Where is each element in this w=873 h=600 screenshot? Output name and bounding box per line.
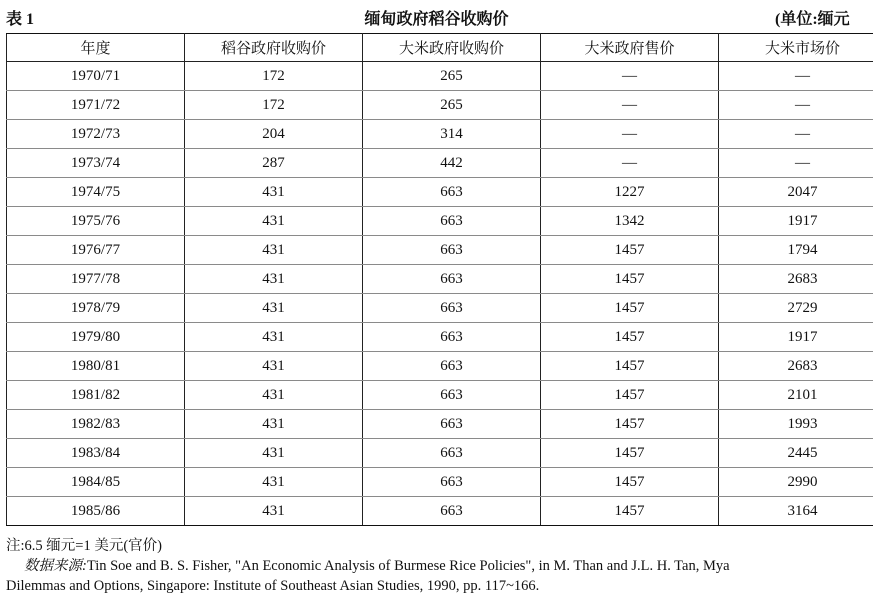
cell-rice-purchase-price: 265: [363, 91, 541, 120]
cell-rice-sale-price: —: [541, 149, 719, 178]
cell-rice-market-price: 1993: [719, 410, 873, 439]
cell-rice-purchase-price: 663: [363, 323, 541, 352]
cell-year: 1981/82: [7, 381, 185, 410]
cell-rice-market-price: 2683: [719, 352, 873, 381]
table-row: [7, 294, 873, 323]
cell-year: 1979/80: [7, 323, 185, 352]
column-header-year: 年度: [7, 34, 185, 62]
cell-year: 1973/74: [7, 149, 185, 178]
table-row: [7, 149, 873, 178]
cell-rice-sale-price: 1457: [541, 439, 719, 468]
cell-rice-market-price: 2729: [719, 294, 873, 323]
cell-rice-purchase-price: 314: [363, 120, 541, 149]
cell-year: 1980/81: [7, 352, 185, 381]
table-row: [7, 120, 873, 149]
source-citation-line-2: Dilemmas and Options, Singapore: Institute of Southeast Asian Studies, 1990, pp. 117~166.: [6, 578, 540, 594]
cell-rice-sale-price: —: [541, 62, 719, 91]
cell-rice-purchase-price: 663: [363, 265, 541, 294]
cell-rice-sale-price: 1227: [541, 178, 719, 207]
table-row: [7, 323, 873, 352]
cell-rice-sale-price: 1457: [541, 410, 719, 439]
cell-rice-purchase-price: 663: [363, 468, 541, 497]
cell-rice-sale-price: 1457: [541, 497, 719, 526]
cell-paddy-purchase-price: 431: [185, 178, 363, 207]
cell-rice-market-price: 2047: [719, 178, 873, 207]
cell-rice-purchase-price: 663: [363, 381, 541, 410]
cell-paddy-purchase-price: 431: [185, 410, 363, 439]
cell-paddy-purchase-price: 431: [185, 497, 363, 526]
cell-rice-purchase-price: 265: [363, 62, 541, 91]
cell-rice-purchase-price: 663: [363, 439, 541, 468]
cell-rice-market-price: —: [719, 91, 873, 120]
cell-rice-market-price: 1917: [719, 323, 873, 352]
cell-paddy-purchase-price: 431: [185, 265, 363, 294]
cell-paddy-purchase-price: 172: [185, 91, 363, 120]
cell-rice-sale-price: 1457: [541, 323, 719, 352]
cell-rice-purchase-price: 442: [363, 149, 541, 178]
cell-rice-market-price: 1917: [719, 207, 873, 236]
cell-rice-sale-price: 1457: [541, 294, 719, 323]
cell-year: 1985/86: [7, 497, 185, 526]
cell-year: 1974/75: [7, 178, 185, 207]
cell-rice-market-price: 2683: [719, 265, 873, 294]
table-header: [0, 6, 873, 28]
table-row: [7, 207, 873, 236]
table-row: [7, 91, 873, 120]
table-row: [7, 178, 873, 207]
exchange-rate-note: 注:6.5 缅元=1 美元(官价): [6, 538, 162, 554]
cell-rice-purchase-price: 663: [363, 207, 541, 236]
cell-paddy-purchase-price: 431: [185, 207, 363, 236]
table-row: [7, 468, 873, 497]
cell-paddy-purchase-price: 204: [185, 120, 363, 149]
cell-rice-market-price: 2101: [719, 381, 873, 410]
cell-rice-sale-price: —: [541, 91, 719, 120]
cell-year: 1982/83: [7, 410, 185, 439]
cell-paddy-purchase-price: 431: [185, 439, 363, 468]
table-notes: [6, 536, 873, 596]
cell-year: 1978/79: [7, 294, 185, 323]
cell-rice-market-price: 2445: [719, 439, 873, 468]
cell-paddy-purchase-price: 431: [185, 236, 363, 265]
cell-rice-purchase-price: 663: [363, 236, 541, 265]
table-row: [7, 410, 873, 439]
cell-rice-sale-price: 1457: [541, 468, 719, 497]
table-row: [7, 265, 873, 294]
cell-rice-purchase-price: 663: [363, 352, 541, 381]
cell-year: 1972/73: [7, 120, 185, 149]
cell-rice-market-price: —: [719, 62, 873, 91]
column-header-rice-sale-price: 大米政府售价: [541, 34, 719, 62]
cell-year: 1977/78: [7, 265, 185, 294]
cell-year: 1970/71: [7, 62, 185, 91]
cell-paddy-purchase-price: 431: [185, 294, 363, 323]
table-row: [7, 62, 873, 91]
table-row: [7, 381, 873, 410]
table-row: [7, 236, 873, 265]
table-row: [7, 439, 873, 468]
cell-rice-purchase-price: 663: [363, 497, 541, 526]
cell-rice-purchase-price: 663: [363, 294, 541, 323]
cell-paddy-purchase-price: 431: [185, 381, 363, 410]
column-header-paddy-purchase-price: 稻谷政府收购价: [185, 34, 363, 62]
rice-price-table: [6, 33, 873, 526]
cell-rice-market-price: —: [719, 120, 873, 149]
cell-rice-market-price: 3164: [719, 497, 873, 526]
cell-rice-market-price: 1794: [719, 236, 873, 265]
column-header-rice-market-price: 大米市场价: [719, 34, 873, 62]
cell-paddy-purchase-price: 431: [185, 323, 363, 352]
cell-rice-sale-price: 1457: [541, 236, 719, 265]
cell-rice-sale-price: 1342: [541, 207, 719, 236]
cell-year: 1976/77: [7, 236, 185, 265]
cell-rice-sale-price: 1457: [541, 352, 719, 381]
source-label: 数据来源:: [24, 558, 87, 574]
cell-year: 1984/85: [7, 468, 185, 497]
table-title: 缅甸政府稻谷收购价: [364, 11, 509, 28]
cell-rice-sale-price: —: [541, 120, 719, 149]
cell-rice-market-price: 2990: [719, 468, 873, 497]
source-citation-text-1: Tin Soe and B. S. Fisher, "An Economic Analysis of Burmese Rice Policies", in M. Than and J.L. H. Tan, Mya: [86, 558, 730, 574]
cell-paddy-purchase-price: 431: [185, 468, 363, 497]
column-header-rice-purchase-price: 大米政府收购价: [363, 34, 541, 62]
cell-rice-market-price: —: [719, 149, 873, 178]
cell-year: 1971/72: [7, 91, 185, 120]
unit-label: (单位:缅元: [775, 11, 850, 28]
cell-year: 1983/84: [7, 439, 185, 468]
cell-year: 1975/76: [7, 207, 185, 236]
source-citation-line-1: [6, 556, 873, 576]
cell-paddy-purchase-price: 431: [185, 352, 363, 381]
cell-rice-sale-price: 1457: [541, 381, 719, 410]
table-header-row: [7, 34, 873, 62]
table-body: [7, 62, 873, 526]
cell-paddy-purchase-price: 172: [185, 62, 363, 91]
cell-rice-purchase-price: 663: [363, 410, 541, 439]
cell-paddy-purchase-price: 287: [185, 149, 363, 178]
cell-rice-purchase-price: 663: [363, 178, 541, 207]
table-row: [7, 352, 873, 381]
table-number: 表 1: [6, 11, 35, 28]
table-row: [7, 497, 873, 526]
cell-rice-sale-price: 1457: [541, 265, 719, 294]
